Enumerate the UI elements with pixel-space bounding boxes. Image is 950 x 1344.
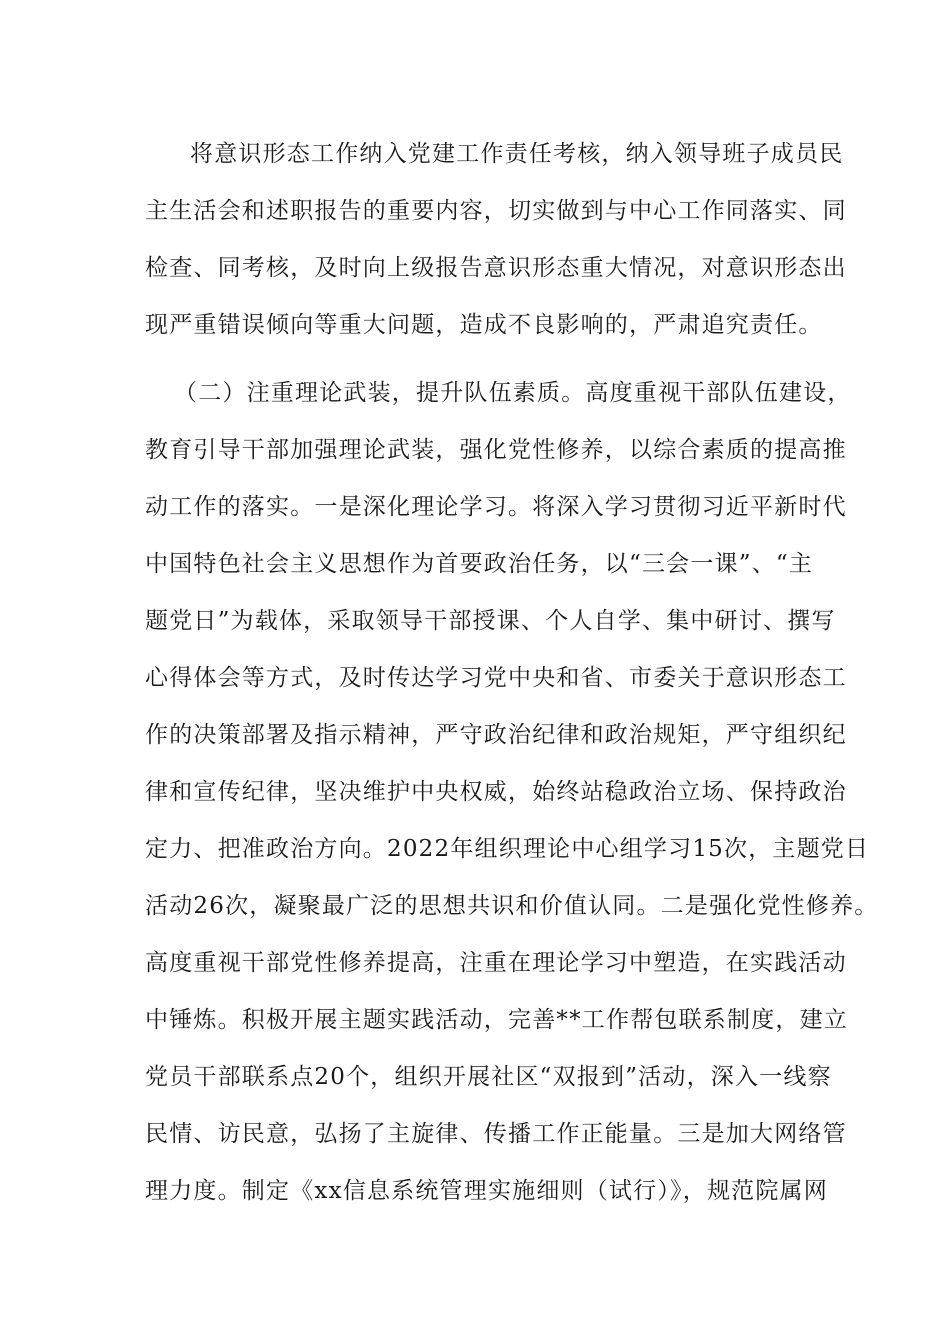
paragraph-2-line-3: 动工作的落实。一是深化理论学习。将深入学习贯彻习近平新时代 <box>145 494 847 520</box>
paragraph-2-line-7: 作的决策部署及指示精神，严守政治纪律和政治规矩，严守组织纪 <box>145 722 847 748</box>
paragraph-2-line-1: （二）注重理论武装，提升队伍素质。高度重视干部队伍建设， <box>174 380 852 406</box>
paragraph-1-line-4: 现严重错误倾向等重大问题，造成不良影响的，严肃追究责任。 <box>145 312 823 338</box>
paragraph-2-line-11: 高度重视干部党性修养提高，注重在理论学习中塑造，在实践活动 <box>145 950 847 976</box>
paragraph-2-line-10: 活动26次，凝聚最广泛的思想共识和价值认同。二是强化党性修养。 <box>145 893 879 919</box>
paragraph-2-line-14: 民情、访民意，弘扬了主旋律、传播工作正能量。三是加大网络管 <box>145 1121 847 1147</box>
paragraph-2-line-2: 教育引导干部加强理论武装，强化党性修养，以综合素质的提高推 <box>145 437 847 463</box>
paragraph-1-line-2: 主生活会和述职报告的重要内容，切实做到与中心工作同落实、同 <box>145 198 847 224</box>
paragraph-2-line-8: 律和宣传纪律，坚决维护中央权威，始终站稳政治立场、保持政治 <box>145 779 847 805</box>
paragraph-1-line-1: 将意识形态工作纳入党建工作责任考核，纳入领导班子成员民 <box>190 141 844 167</box>
paragraph-2-line-15: 理力度。制定《xx信息系统管理实施细则（试行）》，规范院属网 <box>145 1178 828 1204</box>
paragraph-2-line-6: 心得体会等方式，及时传达学习党中央和省、市委关于意识形态工 <box>145 665 847 691</box>
paragraph-2-line-5: 题党日”为载体，采取领导干部授课、个人自学、集中研讨、撰写 <box>145 608 836 634</box>
paragraph-2-line-13: 党员干部联系点20个，组织开展社区“双报到”活动，深入一线察 <box>145 1064 832 1090</box>
paragraph-2-line-9: 定力、把准政治方向。2022年组织理论中心组学习15次，主题党日 <box>145 836 870 862</box>
paragraph-2-line-12: 中锤炼。积极开展主题实践活动，完善**工作帮包联系制度，建立 <box>145 1007 848 1033</box>
paragraph-2-line-4: 中国特色社会主义思想作为首要政治任务，以“三会一课”、“主 <box>145 551 814 577</box>
paragraph-1-line-3: 检查、同考核，及时向上级报告意识形态重大情况，对意识形态出 <box>145 255 847 281</box>
